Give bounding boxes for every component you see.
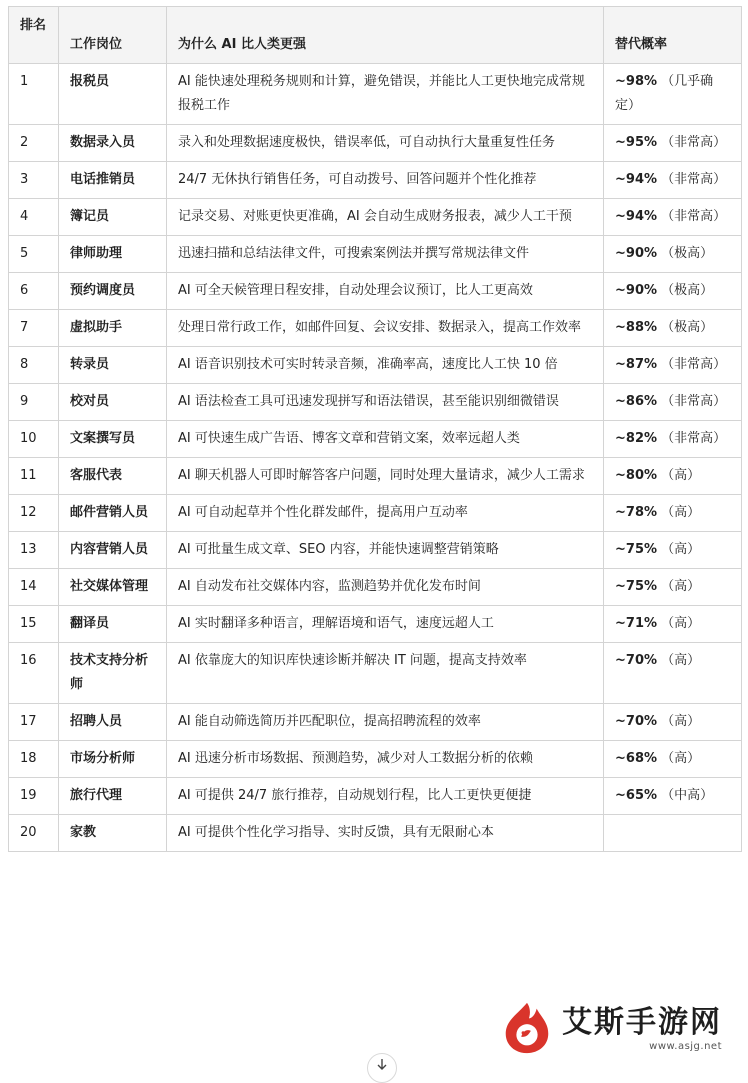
- rank-cell: 3: [9, 162, 59, 199]
- flame-logo-icon: [498, 999, 556, 1057]
- reason-cell: AI 可批量生成文章、SEO 内容，并能快速调整营销策略: [167, 532, 604, 569]
- probability-value: ~86%: [615, 394, 658, 409]
- reason-cell: AI 可自动起草并个性化群发邮件，提高用户互动率: [167, 495, 604, 532]
- probability-level: （高）: [661, 579, 701, 594]
- reason-cell: AI 可快速生成广告语、博客文章和营销文案，效率远超人类: [167, 421, 604, 458]
- job-title-cell: 客服代表: [59, 458, 167, 495]
- probability-level: （高）: [661, 505, 701, 520]
- job-title-cell: 簿记员: [59, 199, 167, 236]
- job-title-cell: 家教: [59, 815, 167, 852]
- probability-cell: [604, 64, 742, 125]
- probability-cell: [604, 606, 742, 643]
- rank-cell: 5: [9, 236, 59, 273]
- table-row: [9, 458, 742, 495]
- table-row: [9, 273, 742, 310]
- table-row: [9, 236, 742, 273]
- probability-cell: [604, 162, 742, 199]
- probability-value: ~82%: [615, 431, 658, 446]
- rank-cell: 9: [9, 384, 59, 421]
- reason-cell: AI 能快速处理税务规则和计算，避免错误，并能比人工更快地完成常规报税工作: [167, 64, 604, 125]
- job-title-cell: 律师助理: [59, 236, 167, 273]
- rank-cell: 15: [9, 606, 59, 643]
- probability-value: ~80%: [615, 468, 658, 483]
- job-title-cell: 报税员: [59, 64, 167, 125]
- probability-cell: [604, 569, 742, 606]
- header-job: 工作岗位: [59, 7, 167, 64]
- probability-cell: [604, 421, 742, 458]
- job-title-cell: 内容营销人员: [59, 532, 167, 569]
- job-title-cell: 招聘人员: [59, 704, 167, 741]
- rank-cell: 4: [9, 199, 59, 236]
- reason-cell: 记录交易、对账更快更准确，AI 会自动生成财务报表，减少人工干预: [167, 199, 604, 236]
- reason-cell: 迅速扫描和总结法律文件，可搜索案例法并撰写常规法律文件: [167, 236, 604, 273]
- watermark-title: 艾斯手游网: [562, 1004, 722, 1040]
- probability-cell: [604, 741, 742, 778]
- rank-cell: 19: [9, 778, 59, 815]
- probability-value: ~75%: [615, 542, 658, 557]
- header-rank: 排名: [9, 7, 59, 64]
- probability-cell: [604, 310, 742, 347]
- probability-level: （高）: [661, 468, 701, 483]
- probability-value: ~75%: [615, 579, 658, 594]
- table-row: [9, 125, 742, 162]
- replacement-probability-table: [8, 6, 742, 852]
- table-row: [9, 741, 742, 778]
- rank-cell: 8: [9, 347, 59, 384]
- probability-cell: [604, 458, 742, 495]
- probability-level: （非常高）: [661, 135, 727, 150]
- probability-cell: [604, 384, 742, 421]
- table-row: [9, 495, 742, 532]
- probability-cell: [604, 347, 742, 384]
- rank-cell: 14: [9, 569, 59, 606]
- probability-cell: [604, 273, 742, 310]
- probability-level: （高）: [661, 542, 701, 557]
- reason-cell: 录入和处理数据速度极快，错误率低，可自动执行大量重复性任务: [167, 125, 604, 162]
- rank-cell: 12: [9, 495, 59, 532]
- table-row: [9, 532, 742, 569]
- probability-value: ~95%: [615, 135, 658, 150]
- probability-value: ~65%: [615, 788, 658, 803]
- table-row: [9, 421, 742, 458]
- probability-level: （非常高）: [661, 431, 727, 446]
- job-title-cell: 技术支持分析师: [59, 643, 167, 704]
- probability-value: ~70%: [615, 714, 658, 729]
- probability-level: （非常高）: [661, 394, 727, 409]
- probability-level: （高）: [661, 653, 701, 668]
- probability-value: ~68%: [615, 751, 658, 766]
- expand-button[interactable]: [367, 1053, 397, 1083]
- probability-cell: [604, 815, 742, 852]
- job-title-cell: 数据录入员: [59, 125, 167, 162]
- job-title-cell: 翻译员: [59, 606, 167, 643]
- rank-cell: 18: [9, 741, 59, 778]
- probability-level: （几乎确定）: [615, 74, 714, 113]
- probability-value: ~78%: [615, 505, 658, 520]
- table-row: [9, 778, 742, 815]
- reason-cell: AI 迅速分析市场数据、预测趋势，减少对人工数据分析的依赖: [167, 741, 604, 778]
- rank-cell: 16: [9, 643, 59, 704]
- table-row: [9, 569, 742, 606]
- reason-cell: 24/7 无休执行销售任务，可自动拨号、回答问题并个性化推荐: [167, 162, 604, 199]
- probability-level: （极高）: [661, 320, 714, 335]
- probability-level: （极高）: [661, 246, 714, 261]
- rank-cell: 11: [9, 458, 59, 495]
- probability-cell: [604, 495, 742, 532]
- probability-cell: [604, 704, 742, 741]
- table-row: [9, 815, 742, 852]
- job-title-cell: 虚拟助手: [59, 310, 167, 347]
- job-title-cell: 预约调度员: [59, 273, 167, 310]
- reason-cell: AI 语音识别技术可实时转录音频，准确率高，速度比人工快 10 倍: [167, 347, 604, 384]
- watermark-url: www.asjg.net: [649, 1040, 722, 1052]
- reason-cell: AI 自动发布社交媒体内容，监测趋势并优化发布时间: [167, 569, 604, 606]
- table-row: [9, 606, 742, 643]
- job-title-cell: 社交媒体管理: [59, 569, 167, 606]
- probability-level: （高）: [661, 751, 701, 766]
- job-title-cell: 转录员: [59, 347, 167, 384]
- rank-cell: 13: [9, 532, 59, 569]
- probability-value: ~70%: [615, 653, 658, 668]
- rank-cell: 1: [9, 64, 59, 125]
- rank-cell: 20: [9, 815, 59, 852]
- reason-cell: AI 可提供个性化学习指导、实时反馈，具有无限耐心本: [167, 815, 604, 852]
- reason-cell: AI 聊天机器人可即时解答客户问题，同时处理大量请求，减少人工需求: [167, 458, 604, 495]
- reason-cell: AI 可提供 24/7 旅行推荐，自动规划行程，比人工更快更便捷: [167, 778, 604, 815]
- probability-value: ~94%: [615, 172, 658, 187]
- reason-cell: AI 依靠庞大的知识库快速诊断并解决 IT 问题，提高支持效率: [167, 643, 604, 704]
- job-title-cell: 邮件营销人员: [59, 495, 167, 532]
- header-reason: 为什么 AI 比人类更强: [167, 7, 604, 64]
- probability-cell: [604, 236, 742, 273]
- table-header-row: [9, 7, 742, 64]
- reason-cell: AI 可全天候管理日程安排，自动处理会议预订，比人工更高效: [167, 273, 604, 310]
- probability-level: （非常高）: [661, 209, 727, 224]
- header-prob: 替代概率: [604, 7, 742, 64]
- probability-cell: [604, 778, 742, 815]
- probability-value: ~71%: [615, 616, 658, 631]
- table-row: [9, 199, 742, 236]
- job-title-cell: 文案撰写员: [59, 421, 167, 458]
- table-body: [9, 64, 742, 852]
- watermark: [496, 992, 746, 1064]
- probability-level: （中高）: [661, 788, 714, 803]
- probability-cell: [604, 643, 742, 704]
- rank-cell: 7: [9, 310, 59, 347]
- probability-level: （非常高）: [661, 357, 727, 372]
- table-row: [9, 384, 742, 421]
- probability-level: （高）: [661, 616, 701, 631]
- table-row: [9, 643, 742, 704]
- probability-level: （极高）: [661, 283, 714, 298]
- job-title-cell: 旅行代理: [59, 778, 167, 815]
- table-row: [9, 162, 742, 199]
- rank-cell: 10: [9, 421, 59, 458]
- arrow-down-icon: [375, 1058, 389, 1072]
- table-row: [9, 64, 742, 125]
- rank-cell: 6: [9, 273, 59, 310]
- probability-value: ~94%: [615, 209, 658, 224]
- job-title-cell: 市场分析师: [59, 741, 167, 778]
- job-title-cell: 电话推销员: [59, 162, 167, 199]
- probability-value: ~88%: [615, 320, 658, 335]
- table-row: [9, 347, 742, 384]
- rank-cell: 17: [9, 704, 59, 741]
- probability-cell: [604, 532, 742, 569]
- probability-level: （高）: [661, 714, 701, 729]
- reason-cell: AI 实时翻译多种语言，理解语境和语气，速度远超人工: [167, 606, 604, 643]
- probability-level: （非常高）: [661, 172, 727, 187]
- probability-value: ~90%: [615, 246, 658, 261]
- reason-cell: AI 能自动筛选简历并匹配职位，提高招聘流程的效率: [167, 704, 604, 741]
- job-title-cell: 校对员: [59, 384, 167, 421]
- probability-value: ~87%: [615, 357, 658, 372]
- table-row: [9, 310, 742, 347]
- probability-cell: [604, 199, 742, 236]
- rank-cell: 2: [9, 125, 59, 162]
- reason-cell: AI 语法检查工具可迅速发现拼写和语法错误，甚至能识别细微错误: [167, 384, 604, 421]
- probability-value: ~98%: [615, 74, 658, 89]
- table-row: [9, 704, 742, 741]
- probability-value: ~90%: [615, 283, 658, 298]
- reason-cell: 处理日常行政工作，如邮件回复、会议安排、数据录入，提高工作效率: [167, 310, 604, 347]
- probability-cell: [604, 125, 742, 162]
